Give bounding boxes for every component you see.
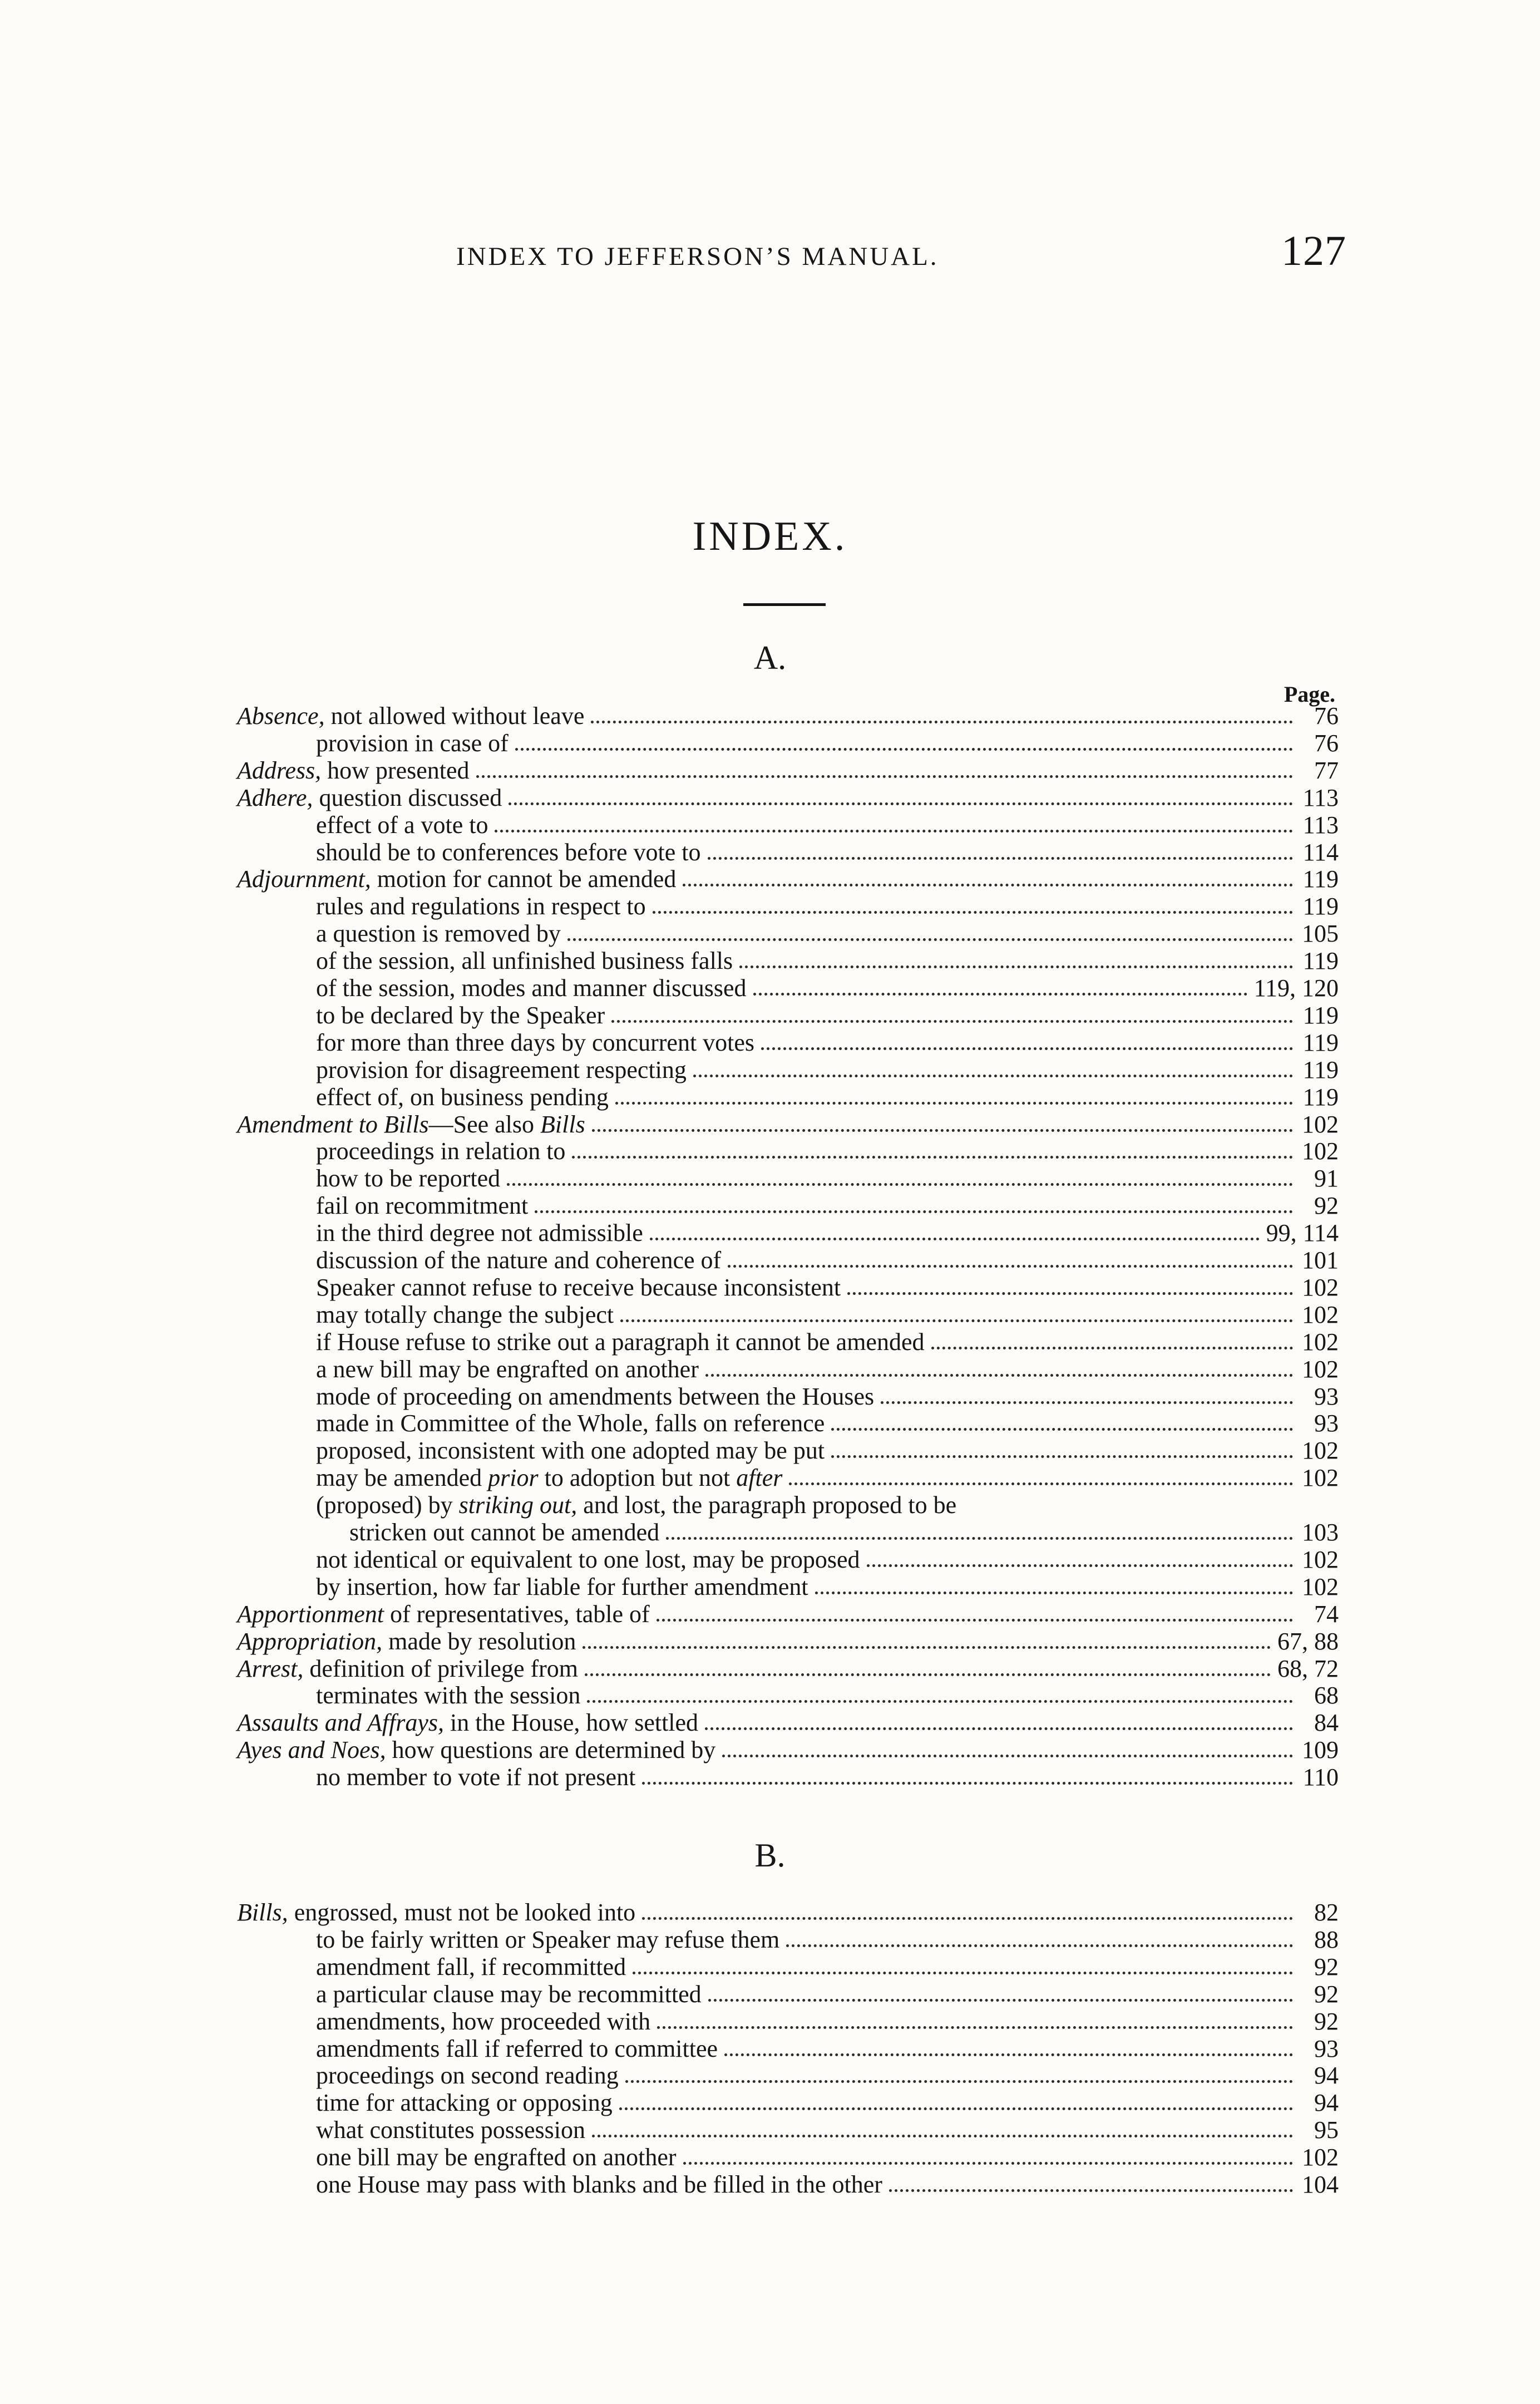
index-entry [316,2089,1339,2117]
entry-heading: Bills, [237,1899,288,1926]
entry-page-number: 101 [1302,1247,1339,1274]
index-entry [316,1247,1339,1274]
section-letter-b: B. [754,1837,786,1874]
dot-leader [831,1428,1293,1431]
running-title: INDEX TO JEFFERSON’S MANUAL. [456,242,939,271]
index-entry [316,730,1339,757]
dot-leader [931,1347,1294,1349]
dot-leader [653,911,1293,914]
index-entry [316,1137,1339,1165]
entry-emphasis: after [736,1464,783,1492]
dot-leader [693,1075,1293,1077]
entry-emphasis: prior [488,1464,539,1492]
dot-leader [515,748,1293,751]
entry-page-number: 114 [1302,838,1339,866]
dot-leader [724,2053,1293,2056]
index-entry [316,1083,1339,1111]
index-entry [316,2008,1339,2036]
dot-leader [815,1592,1293,1594]
index-entry [349,1519,1339,1546]
entry-page-number: 94 [1314,2062,1339,2090]
entry-page-number: 102 [1302,1573,1339,1600]
entry-text: one House may pass with blanks and be filled in the other [316,2171,882,2198]
dot-leader [831,1455,1293,1458]
index-entry [237,757,1339,785]
entry-page-number: 76 [1314,729,1339,757]
entry-text: one bill may be engrafted on another [316,2144,677,2171]
dot-leader [633,1972,1293,1974]
entry-text-continued: to adoption but not [544,1464,730,1492]
entry-heading: Appropriation, [237,1627,383,1655]
dot-leader [642,1782,1293,1785]
entry-page-number: 94 [1314,2089,1339,2117]
entry-text: to be declared by the Speaker [316,1001,605,1029]
entry-text: if House refuse to strike out a paragraph it cannot be amended [316,1328,925,1356]
dot-leader [708,857,1293,860]
index-entry [316,974,1339,1002]
entry-heading: Assaults and Affrays, [237,1709,445,1737]
dot-leader [476,775,1293,778]
index-entry [316,1056,1339,1084]
entry-heading: Adjournment, [237,865,371,893]
index-entry [316,1219,1339,1247]
entry-text: time for attacking or opposing [316,2089,613,2117]
entry-text: made in Committee of the Whole, falls on reference [316,1410,825,1437]
entry-page-number: 105 [1302,920,1339,948]
dot-leader [739,965,1293,968]
entry-page-number: 102 [1302,1437,1339,1465]
index-entry [237,1899,1339,1927]
entry-text: discussion of the nature and coherence of [316,1247,722,1274]
dot-leader [587,1700,1293,1703]
index-entry [316,1328,1339,1356]
entry-text: proceedings on second reading [316,2062,619,2090]
dot-leader [509,802,1293,805]
entry-page-number: 113 [1302,811,1339,839]
index-entry [316,1301,1339,1329]
entry-text: how questions are determined by [392,1736,716,1764]
entry-page-number: 68, 72 [1277,1654,1339,1682]
dot-leader [789,1482,1293,1485]
index-entry [316,1682,1339,1710]
entry-text: Speaker cannot refuse to receive because inconsistent [316,1273,841,1301]
entry-text: a new bill may be engrafted on another [316,1355,699,1383]
entry-text: of representatives, table of [389,1600,650,1628]
dot-leader [650,1238,1260,1240]
index-entry [237,1709,1339,1737]
dot-leader [611,1020,1293,1023]
dot-leader [567,938,1293,941]
index-entry [316,1029,1339,1057]
entry-text: for more than three days by concurrent votes [316,1028,755,1056]
entry-page-number: 88 [1314,1925,1339,1953]
entry-text: how to be reported [316,1165,501,1193]
index-entry [316,2116,1339,2144]
dot-leader [753,993,1247,996]
entry-text: made by resolution [388,1627,576,1655]
entry-text: provision in case of [316,729,509,757]
entry-page-number: 102 [1302,1300,1339,1328]
entry-text: definition of privilege from [309,1654,579,1682]
dot-leader [657,2026,1293,2029]
page-column-label: Page. [1284,682,1335,707]
entry-page-number: 99, 114 [1266,1219,1339,1247]
index-entry [316,1274,1339,1302]
entry-text: —See also [428,1110,535,1138]
index-entry [316,1464,1339,1492]
dot-leader [881,1401,1293,1404]
index-entry [316,1437,1339,1465]
entry-text: amendments fall if referred to committee [316,2034,718,2062]
dot-leader [591,721,1293,723]
entry-page-number: 119, 120 [1253,974,1339,1002]
entry-text: question discussed [319,784,502,811]
entry-heading: Apportionment [237,1600,384,1628]
index-entry [316,947,1339,975]
index-entry [237,1628,1339,1656]
entry-heading: Amendment to Bills [237,1110,429,1138]
entry-page-number: 93 [1314,1382,1339,1410]
entry-text: proceedings in relation to [316,1137,566,1165]
entry-page-number: 102 [1302,1273,1339,1301]
dot-leader [705,1374,1293,1377]
entry-page-number: 103 [1302,1519,1339,1546]
index-entry [237,1111,1339,1139]
index-entry [316,1410,1339,1437]
entry-page-number: 102 [1302,2144,1339,2171]
dot-leader [761,1047,1293,1050]
entry-page-number: 76 [1314,702,1339,730]
entry-page-number: 119 [1302,1028,1339,1056]
entry-text: fail on recommitment [316,1192,529,1220]
entry-text: provision for disagreement respecting [316,1056,687,1083]
entry-text: by insertion, how far liable for further amendment [316,1573,808,1600]
entry-text: not allowed without leave [330,702,585,730]
entry-text: of the session, modes and manner discussed [316,974,747,1002]
index-entry [316,1356,1339,1383]
entry-heading: Adhere, [237,784,313,811]
index-entry [316,1192,1339,1220]
entry-page-number: 113 [1302,784,1339,811]
dot-leader [786,1944,1293,1947]
entry-page-number: 102 [1302,1545,1339,1573]
dot-leader [615,1102,1293,1105]
entry-text: effect of, on business pending [316,1083,609,1111]
index-entry [316,2171,1339,2199]
dot-leader [619,2107,1293,2110]
index-entry [316,893,1339,920]
title-rule [743,603,826,606]
entry-text: a question is removed by [316,920,561,948]
dot-leader [657,1619,1293,1622]
dot-leader [722,1755,1293,1757]
entry-page-number: 119 [1302,1083,1339,1111]
index-entry [237,1600,1339,1628]
entry-heading: Address, [237,756,322,784]
entry-text-continued: and lost, the paragraph proposed to be [583,1491,957,1519]
entry-page-number: 84 [1314,1709,1339,1737]
index-entry [316,1926,1339,1954]
entry-emphasis: striking out, [458,1491,578,1519]
index-entry [316,920,1339,948]
entry-text: in the House, how settled [450,1709,699,1737]
dot-leader [683,2162,1293,2165]
section-letter-a: A. [753,639,787,676]
index-entry [316,1546,1339,1574]
entry-text: how presented [327,756,470,784]
entry-heading: Arrest, [237,1654,304,1682]
dot-leader [625,2080,1293,2083]
entry-text: of the session, all unfinished business falls [316,947,733,975]
dot-leader [507,1183,1293,1186]
dot-leader [705,1727,1293,1730]
entry-page-number: 93 [1314,2034,1339,2062]
index-entry [316,1002,1339,1029]
dot-leader [708,1999,1293,2002]
dot-leader [583,1646,1271,1649]
running-head [456,227,1346,275]
entry-heading: Ayes and Noes, [237,1736,386,1764]
index-entry [316,2062,1339,2090]
entry-text: amendment fall, if recommitted [316,1953,626,1981]
entry-heading: Absence, [237,702,325,730]
entry-page-number: 119 [1302,893,1339,920]
entry-page-number: 93 [1314,1410,1339,1437]
index-entry [316,1383,1339,1411]
dot-leader [642,1917,1293,1920]
entry-text: effect of a vote to [316,811,488,839]
index-entry [316,811,1339,839]
index-entry [237,1655,1339,1683]
entry-page-number: 92 [1314,1953,1339,1981]
dot-leader [867,1564,1293,1567]
entry-text: rules and regulations in respect to [316,893,646,920]
index-entry [316,839,1339,866]
entry-text: terminates with the session [316,1682,581,1710]
entry-text: no member to vote if not present [316,1763,636,1791]
index-entry [237,702,1339,730]
entry-page-number: 68 [1314,1682,1339,1710]
dot-leader [572,1156,1293,1159]
entry-page-number: 102 [1302,1355,1339,1383]
index-entry [316,1953,1339,1981]
dot-leader [592,2135,1293,2137]
entry-page-number: 91 [1314,1165,1339,1193]
entry-text: stricken out cannot be amended [349,1519,660,1546]
entry-text: to be fairly written or Speaker may refuse them [316,1925,780,1953]
entry-text: proposed, inconsistent with one adopted may be put [316,1437,825,1465]
index-title: INDEX. [692,514,848,559]
index-entry [316,2144,1339,2171]
entry-text: may totally change the subject [316,1300,614,1328]
index-entry [316,1763,1339,1791]
dot-leader [495,830,1293,832]
entry-text: should be to conferences before vote to [316,838,701,866]
entry-text: may be amended [316,1464,482,1492]
dot-leader [728,1265,1293,1268]
index-entry [316,1573,1339,1601]
dot-leader [683,884,1293,886]
entry-page-number: 110 [1302,1763,1339,1791]
entry-text: mode of proceeding on amendments between the Houses [316,1382,875,1410]
entry-text: in the third degree not admissible [316,1219,643,1247]
index-entry [237,865,1339,893]
entry-page-number: 102 [1302,1137,1339,1165]
entry-page-number: 67, 88 [1277,1627,1339,1655]
entry-page-number: 119 [1302,1056,1339,1083]
dot-leader [889,2189,1293,2192]
entry-text: a particular clause may be recommitted [316,1980,702,2008]
index-entry [237,784,1339,812]
index-entry [316,1165,1339,1193]
entry-page-number: 119 [1302,1001,1339,1029]
entry-page-number: 104 [1302,2171,1339,2198]
dot-leader [585,1673,1271,1676]
entry-emphasis: Bills [540,1110,585,1138]
entry-text: engrossed, must not be looked into [294,1899,636,1926]
entry-text: what constitutes possession [316,2116,585,2144]
entry-page-number: 92 [1314,1980,1339,2008]
dot-leader [620,1319,1293,1322]
entry-page-number: 119 [1302,947,1339,975]
entry-text: motion for cannot be amended [377,865,677,893]
index-entry [316,1981,1339,2008]
dot-leader [535,1210,1293,1213]
entry-page-number: 77 [1314,756,1339,784]
entry-page-number: 102 [1302,1110,1339,1138]
dot-leader [592,1129,1293,1132]
index-entry [237,1736,1339,1764]
entry-page-number: 119 [1302,865,1339,893]
entry-page-number: 74 [1314,1600,1339,1628]
entry-text: not identical or equivalent to one lost, may be proposed [316,1545,860,1573]
dot-leader [847,1292,1293,1295]
entry-page-number: 109 [1302,1736,1339,1764]
entry-page-number: 92 [1314,2007,1339,2035]
page-number: 127 [1281,228,1346,274]
entry-page-number: 82 [1314,1899,1339,1926]
entry-page-number: 102 [1302,1464,1339,1492]
index-entry [316,2035,1339,2063]
entry-page-number: 102 [1302,1328,1339,1356]
entry-page-number: 92 [1314,1192,1339,1220]
entry-text: (proposed) by [316,1491,453,1519]
entry-text: amendments, how proceeded with [316,2007,651,2035]
entry-page-number: 95 [1314,2116,1339,2144]
index-entry [316,1491,1339,1519]
dot-leader [666,1537,1293,1540]
